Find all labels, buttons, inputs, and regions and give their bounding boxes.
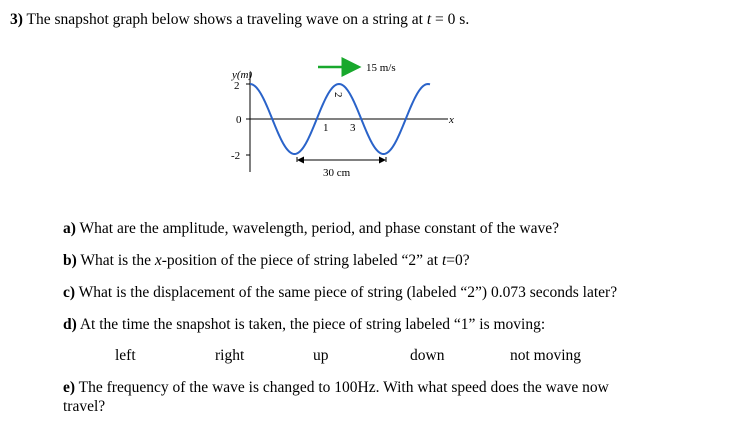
choice-down[interactable]: down [410,347,445,364]
y-tick-label-0: 0 [236,114,242,126]
part-d-letter: d) [63,316,77,333]
statement-pre: The snapshot graph below shows a traveling wave on a string at [26,11,427,28]
part-a [63,220,559,238]
part-d-text: At the time the snapshot is taken, the piece of string labeled “1” is moving: [79,316,546,333]
choice-left[interactable]: left [115,347,136,364]
part-a-letter: a) [63,220,76,237]
part-c [63,284,617,302]
y-tick-label-2: 2 [234,80,240,92]
part-b-mid: -position of the piece of string labeled “2” at [161,252,442,269]
part-e-line2: travel? [63,398,106,415]
y-axis-label: y(m) [232,69,253,81]
part-e-text: The frequency of the wave is changed to 100Hz. With what speed does the wave now [78,379,609,396]
part-b-post: =0? [446,252,470,269]
part-c-text: What is the displacement of the same piece of string (labeled “2”) 0.073 seconds later? [78,284,618,301]
part-b-var-t: t [441,252,447,269]
wave-snapshot-figure [0,0,745,200]
part-e-letter: e) [63,379,76,396]
problem-number: 3) [10,11,23,28]
part-e-line1 [63,379,609,397]
point-label-2: 2 [332,92,344,98]
choice-up[interactable]: up [313,347,329,364]
choice-right[interactable]: right [215,347,245,364]
part-c-letter: c) [63,284,76,301]
statement-var: t [426,11,432,28]
point-label-3: 3 [350,122,356,134]
part-d [63,316,545,334]
statement-post: = 0 s. [431,11,470,28]
point-label-1: 1 [323,122,329,134]
part-b-var-x: x [154,252,162,269]
choice-not-moving[interactable]: not moving [510,347,582,364]
part-b-letter: b) [63,252,77,269]
part-b [63,252,470,270]
y-tick-label-neg2: -2 [231,150,241,162]
part-a-text: What are the amplitude, wavelength, period, and phase constant of the wave? [79,220,559,237]
part-b-pre: What is the [80,252,155,269]
distance-label: 30 cm [323,167,351,179]
x-axis-label: x [449,114,454,126]
velocity-label: 15 m/s [366,62,396,74]
